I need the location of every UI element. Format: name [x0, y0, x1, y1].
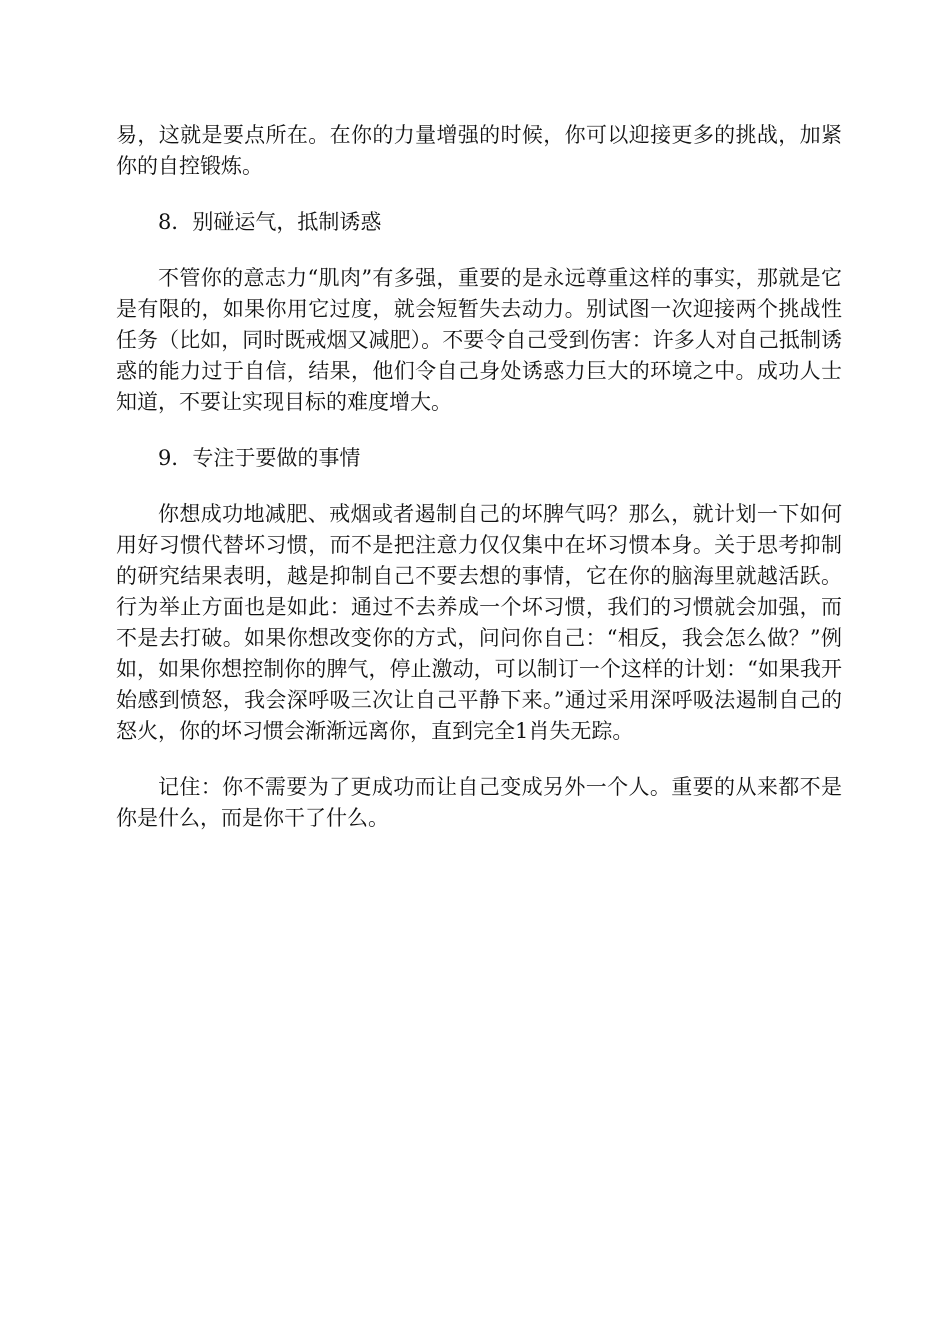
paragraph-section-9: 你想成功地减肥、戒烟或者遏制自己的坏脾气吗？那么，就计划一下如何用好习惯代替坏习惯，而不是把注意力仅仅集中在坏习惯本身。关于思考抑制的研究结果表明，越是抑制自己不要去想的事情，它在你的脑海里就越活跃。行为举止方面也是如此：通过不去养成一个坏习惯，我们的习惯就会加强，而不是去打破。如果你想改变你的方式，问问你自己：“相反，我会怎么做？”例如，如果你想控制你的脾气，停止激动，可以制订一个这样的计划：“如果我开始感到愤怒，我会深呼吸三次让自己平静下来。”通过采用深呼吸法遏制自己的怒火，你的坏习惯会渐渐远离你，直到完全1肖失无踪。	[116, 502, 842, 743]
section-heading-9: 9．专注于要做的事情	[158, 446, 361, 470]
paragraph-continued: 易，这就是要点所在。在你的力量增强的时候，你可以迎接更多的挑战，加紧你的自控锻炼。	[116, 123, 842, 178]
section-heading-8: 8．别碰运气，抵制诱惑	[158, 210, 382, 234]
paragraph-conclusion: 记住：你不需要为了更成功而让自己变成另外一个人。重要的从来都不是你是什么，而是你干了什么。	[116, 775, 842, 830]
document-page	[116, 120, 842, 859]
paragraph-section-8: 不管你的意志力“肌肉”有多强，重要的是永远尊重这样的事实，那就是它是有限的，如果你用它过度，就会短暂失去动力。别试图一次迎接两个挑战性任务（比如，同时既戒烟又减肥）。不要令自己受到伤害：许多人对自己抵制诱惑的能力过于自信，结果，他们令自己身处诱惑力巨大的环境之中。成功人士知道，不要让实现目标的难度增大。	[116, 266, 842, 414]
